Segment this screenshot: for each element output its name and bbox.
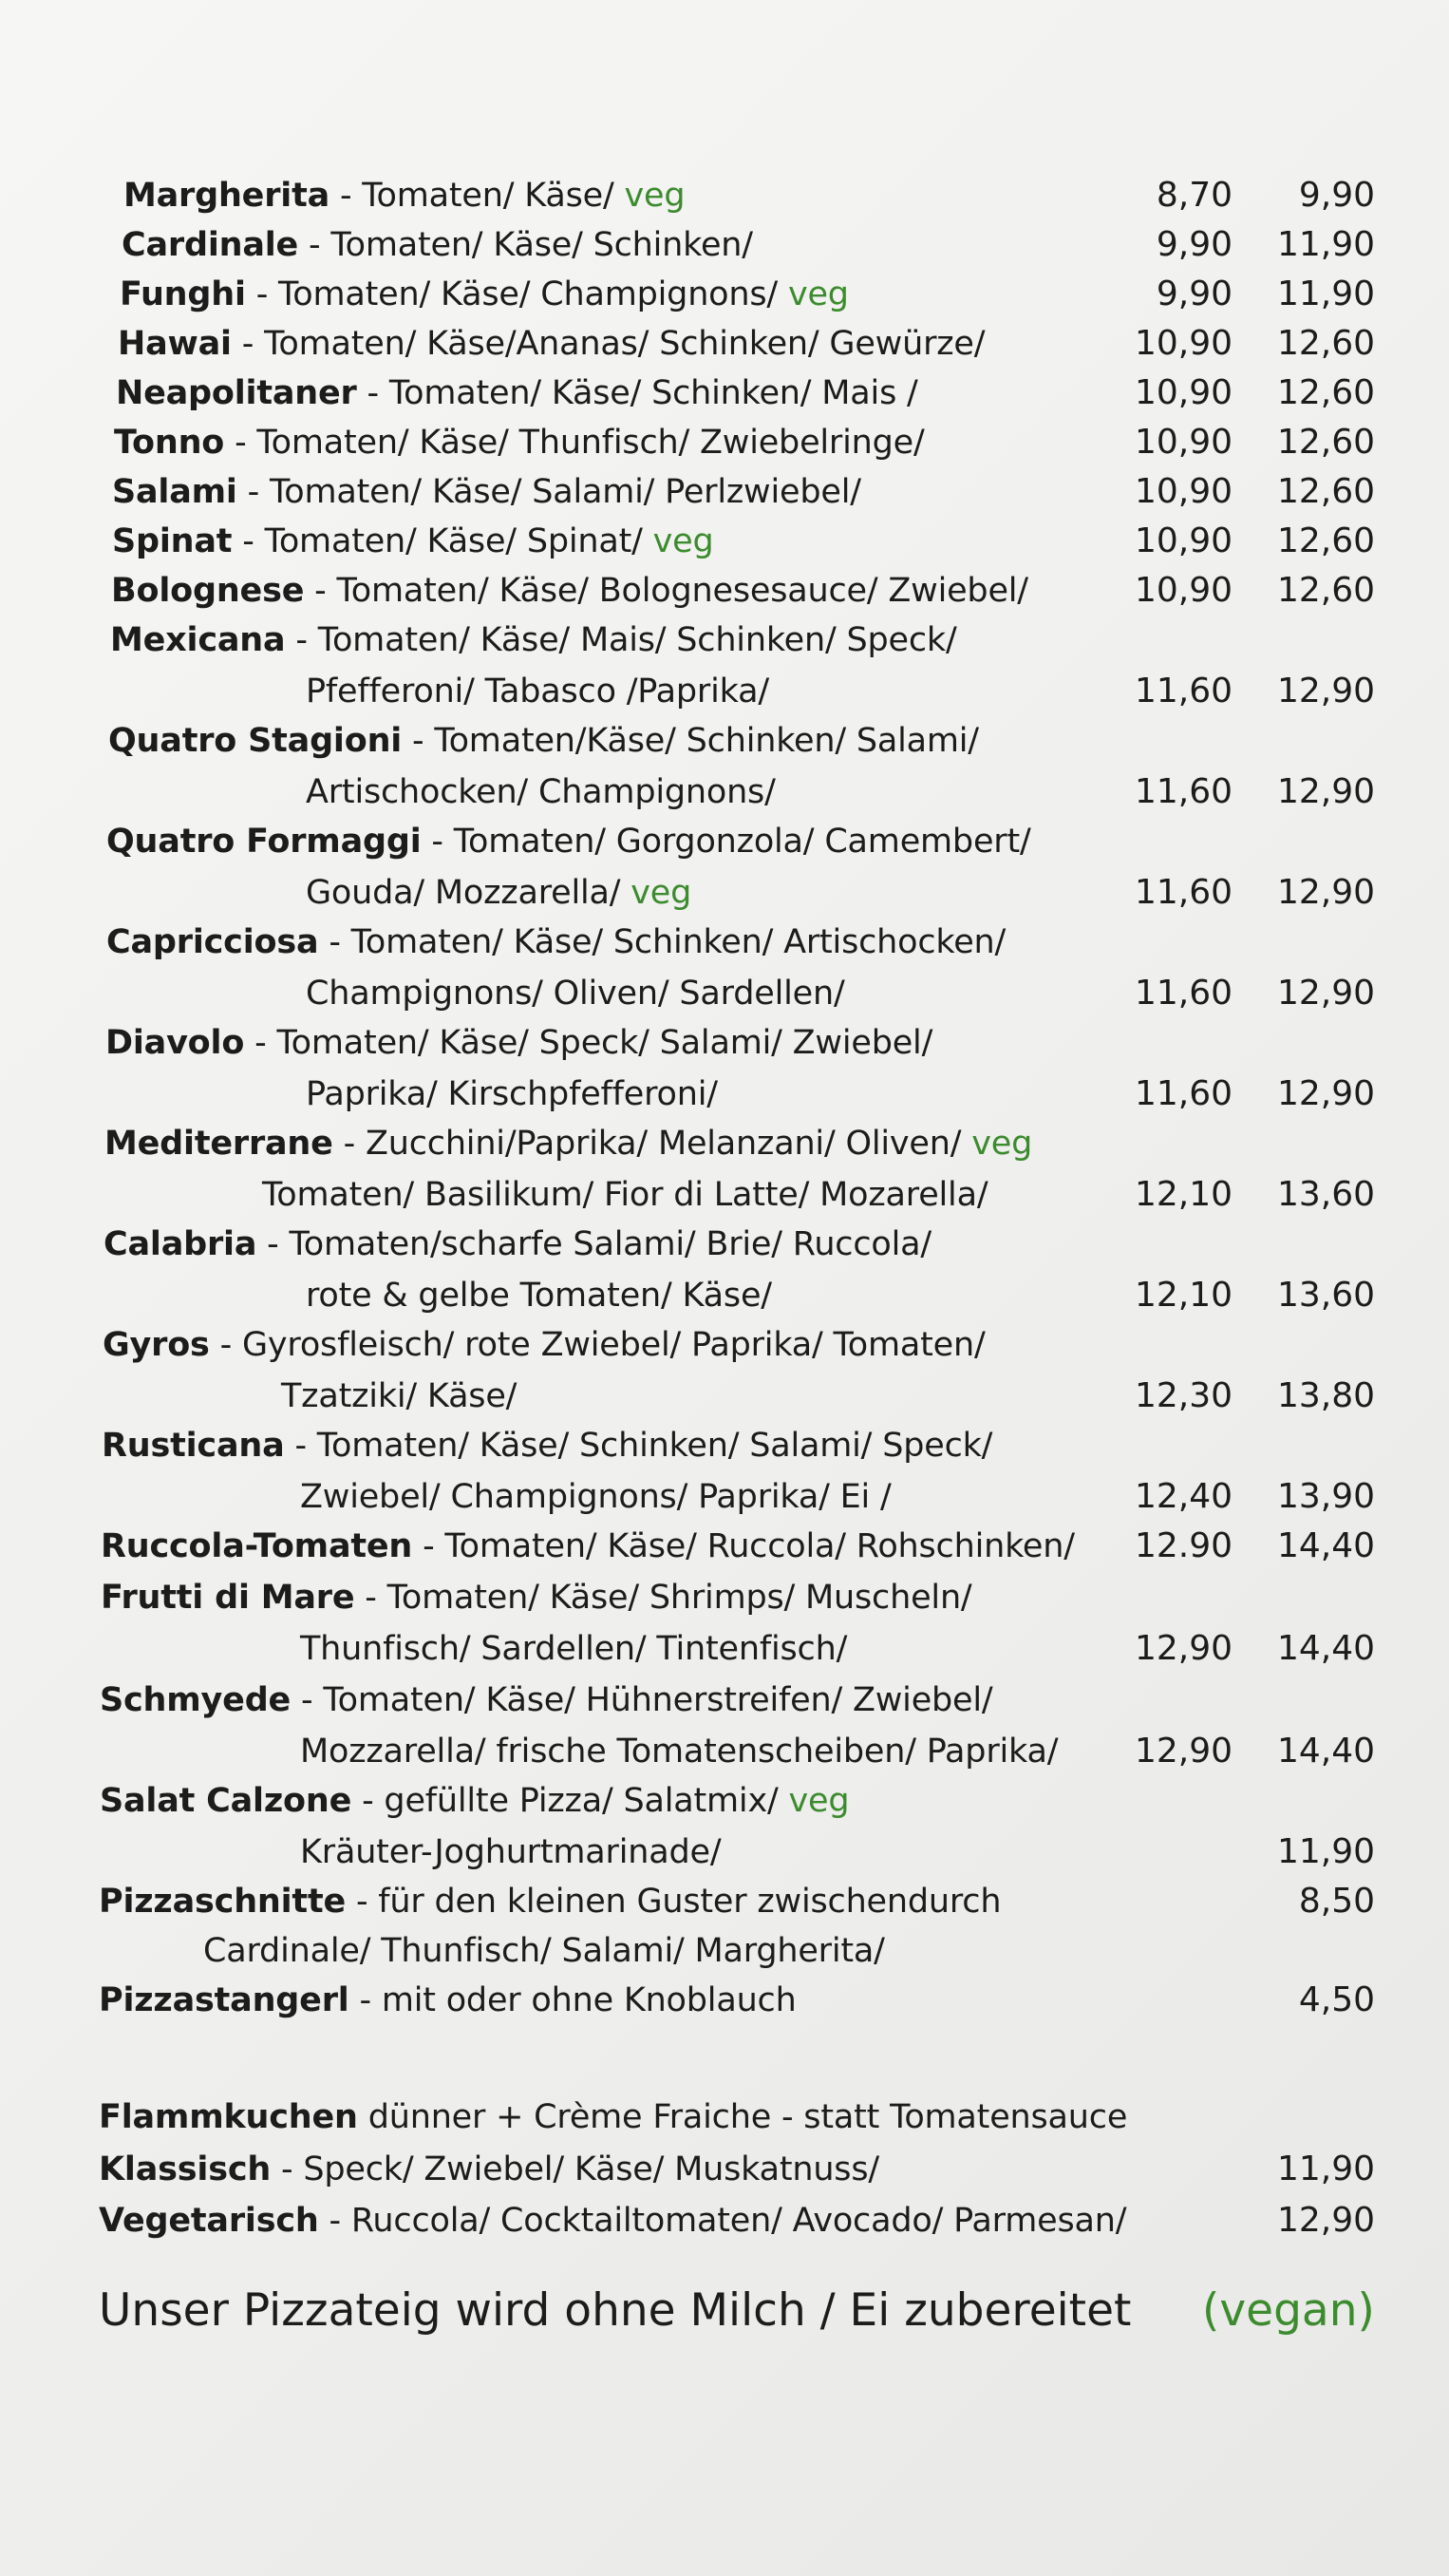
pizza-description: - Tomaten/ Gorgonzola/ Camembert/	[421, 823, 1031, 861]
price-small: 10,90	[1134, 521, 1233, 560]
price-large: 11,90	[1276, 2150, 1375, 2188]
price-large: 12,90	[1276, 2201, 1375, 2240]
pizza-description: Mozzarella/ frische Tomatenscheiben/ Paprika/	[300, 1733, 1059, 1771]
pizza-description: - Tomaten/ Käse/ Spinat/	[232, 522, 653, 560]
pizza-name: Margherita	[123, 177, 330, 215]
price-large: 8,50	[1298, 1882, 1375, 1921]
pizza-name: Neapolitaner	[116, 374, 357, 412]
pizza-line	[106, 817, 1031, 866]
pizza-name: Mediterrane	[104, 1125, 333, 1163]
pizza-name: Calabria	[104, 1225, 257, 1263]
price-large: 14,40	[1276, 1526, 1375, 1565]
price-large: 12,60	[1276, 324, 1375, 363]
pizza-description: - Tomaten/Käse/ Schinken/ Salami/	[402, 722, 979, 760]
pizza-description: - Zucchini/Paprika/ Melanzani/ Oliven/	[332, 1125, 972, 1163]
veg-label: veg	[630, 874, 692, 912]
price-large: 11,90	[1276, 275, 1375, 313]
price-large: 9,90	[1298, 176, 1375, 215]
pizza-description: - gefüllte Pizza/ Salatmix/	[351, 1782, 789, 1820]
pizza-description: - Tomaten/ Käse/ Bolognesesauce/ Zwiebel/	[304, 572, 1028, 610]
pizza-description-line	[306, 667, 769, 716]
pizza-description: - für den kleinen Guster zwischendurch	[346, 1883, 1002, 1921]
veg-label: veg	[624, 177, 686, 215]
pizza-line	[120, 270, 849, 319]
pizza-description: - Gyrosfleisch/ rote Zwiebel/ Paprika/ Tomaten/	[209, 1326, 986, 1364]
flammkuchen-item-name: Klassisch	[99, 2150, 272, 2188]
pizza-description-line	[262, 1170, 988, 1220]
pizza-line	[108, 716, 979, 766]
pizza-description: rote & gelbe Tomaten/ Käse/	[306, 1277, 772, 1315]
vegan-label: (vegan)	[1202, 2284, 1375, 2337]
price-large: 4,50	[1298, 1980, 1375, 2019]
flammkuchen-item-line	[99, 2196, 1126, 2245]
price-large: 12,90	[1276, 772, 1375, 811]
pizza-name: Frutti di Mare	[101, 1579, 355, 1617]
pizza-name: Pizzaschnitte	[99, 1883, 347, 1921]
price-large: 12,90	[1276, 974, 1375, 1013]
pizza-description: - Tomaten/ Käse/ Schinken/ Mais /	[356, 374, 918, 412]
price-small: 9,90	[1156, 225, 1233, 264]
pizza-description: - Tomaten/ Käse/	[329, 177, 625, 215]
pizza-description: - Tomaten/ Käse/ Schinken/ Salami/ Speck/	[284, 1427, 993, 1465]
price-small: 10,90	[1134, 571, 1233, 610]
veg-label: veg	[971, 1125, 1033, 1163]
pizza-line	[103, 1320, 986, 1370]
pizza-name: Cardinale	[122, 226, 299, 264]
pizza-description: Zwiebel/ Champignons/ Paprika/ Ei /	[300, 1478, 892, 1516]
pizza-name: Schmyede	[100, 1681, 292, 1719]
pizza-description: Kräuter-Joghurtmarinade/	[300, 1833, 722, 1871]
veg-label: veg	[787, 275, 849, 313]
pizza-description-line	[306, 868, 691, 918]
pizza-line	[101, 1573, 972, 1622]
pizza-name: Quatro Stagioni	[108, 722, 403, 760]
price-small: 12,90	[1134, 1629, 1233, 1668]
pizza-name: Diavolo	[105, 1024, 245, 1062]
pizza-name: Salat Calzone	[100, 1782, 352, 1820]
pizza-line	[102, 1421, 992, 1470]
pizza-line	[112, 467, 861, 517]
price-large: 12,90	[1276, 873, 1375, 912]
pizza-description: - mit oder ohne Knoblauch	[348, 1981, 797, 2019]
pizza-description: Paprika/ Kirschpfefferoni/	[306, 1075, 718, 1113]
price-large: 12,60	[1276, 423, 1375, 462]
pizza-name: Ruccola-Tomaten	[101, 1527, 413, 1565]
pizza-line	[104, 1220, 932, 1269]
pizza-description: Artischocken/ Champignons/	[306, 773, 776, 811]
pizza-description: - Tomaten/ Käse/ Schinken/ Artischocken/	[318, 923, 1007, 961]
flammkuchen-item-description: - Ruccola/ Cocktailtomaten/ Avocado/ Parmesan/	[318, 2202, 1127, 2240]
pizza-description-line	[306, 1271, 772, 1320]
pizza-description-line	[300, 1624, 847, 1674]
price-small: 10,90	[1134, 472, 1233, 511]
price-small: 12,10	[1134, 1276, 1233, 1315]
price-small: 11,60	[1134, 1074, 1233, 1113]
flammkuchen-item-name: Vegetarisch	[99, 2202, 319, 2240]
pizza-line	[100, 1676, 993, 1725]
pizza-name: Salami	[112, 473, 237, 511]
price-small: 12,10	[1134, 1175, 1233, 1214]
price-large: 14,40	[1276, 1629, 1375, 1668]
price-small: 9,90	[1156, 275, 1233, 313]
pizza-name: Mexicana	[110, 621, 286, 659]
price-small: 11,60	[1134, 873, 1233, 912]
footer-note	[99, 2280, 1375, 2342]
price-small: 12,30	[1134, 1376, 1233, 1415]
pizza-description: Champignons/ Oliven/ Sardellen/	[306, 975, 845, 1013]
pizza-description: - Tomaten/ Käse/ Schinken/	[298, 226, 753, 264]
price-large: 13,60	[1276, 1276, 1375, 1315]
pizza-description: - Tomaten/ Käse/ Ruccola/ Rohschinken/	[412, 1527, 1075, 1565]
pizza-name: Quatro Formaggi	[106, 823, 422, 861]
price-small: 8,70	[1156, 176, 1233, 215]
price-large: 12,60	[1276, 373, 1375, 412]
pizza-line	[114, 418, 925, 467]
pizza-description: - Tomaten/ Käse/ Thunfisch/ Zwiebelringe/	[224, 424, 925, 462]
pizza-line	[99, 1877, 1001, 1926]
pizza-description-line	[306, 969, 845, 1018]
price-large: 12,60	[1276, 521, 1375, 560]
pizza-line	[112, 517, 714, 566]
pizza-description: - Tomaten/ Käse/Ananas/ Schinken/ Gewürze/	[231, 325, 986, 363]
veg-label: veg	[652, 522, 714, 560]
pizza-description-line	[300, 1727, 1058, 1776]
price-small: 12.90	[1134, 1526, 1233, 1565]
footer-text: Unser Pizzateig wird ohne Milch / Ei zubereitet	[99, 2284, 1132, 2337]
pizza-description: - Tomaten/ Käse/ Salami/ Perlzwiebel/	[236, 473, 861, 511]
pizza-name: Pizzastangerl	[99, 1981, 349, 2019]
price-large: 14,40	[1276, 1732, 1375, 1771]
price-small: 11,60	[1134, 672, 1233, 710]
pizza-line	[122, 220, 753, 270]
pizza-line	[106, 918, 1006, 967]
pizza-description-line	[306, 1070, 718, 1119]
pizza-description: Thunfisch/ Sardellen/ Tintenfisch/	[300, 1630, 848, 1668]
pizza-description-line	[281, 1372, 517, 1421]
price-large: 13,80	[1276, 1376, 1375, 1415]
pizza-name: Funghi	[120, 275, 246, 313]
price-large: 12,60	[1276, 472, 1375, 511]
price-small: 10,90	[1134, 324, 1233, 363]
pizza-description-line	[203, 1926, 885, 1976]
pizza-description: - Tomaten/ Käse/ Speck/ Salami/ Zwiebel/	[244, 1024, 933, 1062]
flammkuchen-item-description: - Speck/ Zwiebel/ Käse/ Muskatnuss/	[271, 2150, 879, 2188]
pizza-line	[110, 616, 957, 665]
pizza-name: Gyros	[103, 1326, 210, 1364]
veg-label: veg	[788, 1782, 850, 1820]
flammkuchen-description: dünner + Crème Fraiche - statt Tomatensauce	[357, 2098, 1128, 2136]
pizza-line	[100, 1776, 849, 1826]
pizza-line	[99, 1976, 797, 2025]
pizza-description: Gouda/ Mozzarella/	[306, 874, 631, 912]
pizza-name: Rusticana	[102, 1427, 285, 1465]
flammkuchen-header	[99, 2093, 1127, 2142]
pizza-description: - Tomaten/ Käse/ Mais/ Schinken/ Speck/	[285, 621, 957, 659]
pizza-line	[101, 1522, 1075, 1571]
price-small: 11,60	[1134, 974, 1233, 1013]
price-small: 12,40	[1134, 1477, 1233, 1516]
price-large: 13,90	[1276, 1477, 1375, 1516]
pizza-line	[123, 171, 685, 220]
pizza-line	[111, 566, 1028, 616]
pizza-description: - Tomaten/ Käse/ Hühnerstreifen/ Zwiebel/	[291, 1681, 993, 1719]
pizza-name: Tonno	[114, 424, 225, 462]
pizza-name: Hawai	[118, 325, 232, 363]
pizza-name: Spinat	[112, 522, 233, 560]
pizza-name: Capricciosa	[106, 923, 319, 961]
pizza-description: - Tomaten/scharfe Salami/ Brie/ Ruccola/	[256, 1225, 932, 1263]
price-large: 13,60	[1276, 1175, 1375, 1214]
price-large: 11,90	[1276, 225, 1375, 264]
price-large: 11,90	[1276, 1832, 1375, 1871]
pizza-description: Tomaten/ Basilikum/ Fior di Latte/ Mozarella/	[262, 1176, 988, 1214]
price-small: 11,60	[1134, 772, 1233, 811]
pizza-description-line	[300, 1828, 721, 1877]
pizza-description-line	[300, 1472, 892, 1522]
flammkuchen-title: Flammkuchen	[99, 2098, 358, 2136]
pizza-description-line	[306, 767, 776, 817]
price-large: 12,60	[1276, 571, 1375, 610]
pizza-line	[105, 1018, 932, 1068]
price-large: 12,90	[1276, 1074, 1375, 1113]
pizza-description: Cardinale/ Thunfisch/ Salami/ Margherita/	[203, 1932, 885, 1970]
pizza-line	[116, 369, 918, 418]
price-small: 10,90	[1134, 373, 1233, 412]
pizza-line	[104, 1119, 1032, 1168]
flammkuchen-item-line	[99, 2145, 879, 2194]
pizza-description: Tzatziki/ Käse/	[281, 1377, 518, 1415]
pizza-description: Pfefferoni/ Tabasco /Paprika/	[306, 672, 769, 710]
price-small: 10,90	[1134, 423, 1233, 462]
price-large: 12,90	[1276, 672, 1375, 710]
pizza-line	[118, 319, 985, 369]
pizza-name: Bolognese	[111, 572, 305, 610]
pizza-description: - Tomaten/ Käse/ Champignons/	[245, 275, 788, 313]
price-small: 12,90	[1134, 1732, 1233, 1771]
pizza-description: - Tomaten/ Käse/ Shrimps/ Muscheln/	[354, 1579, 972, 1617]
